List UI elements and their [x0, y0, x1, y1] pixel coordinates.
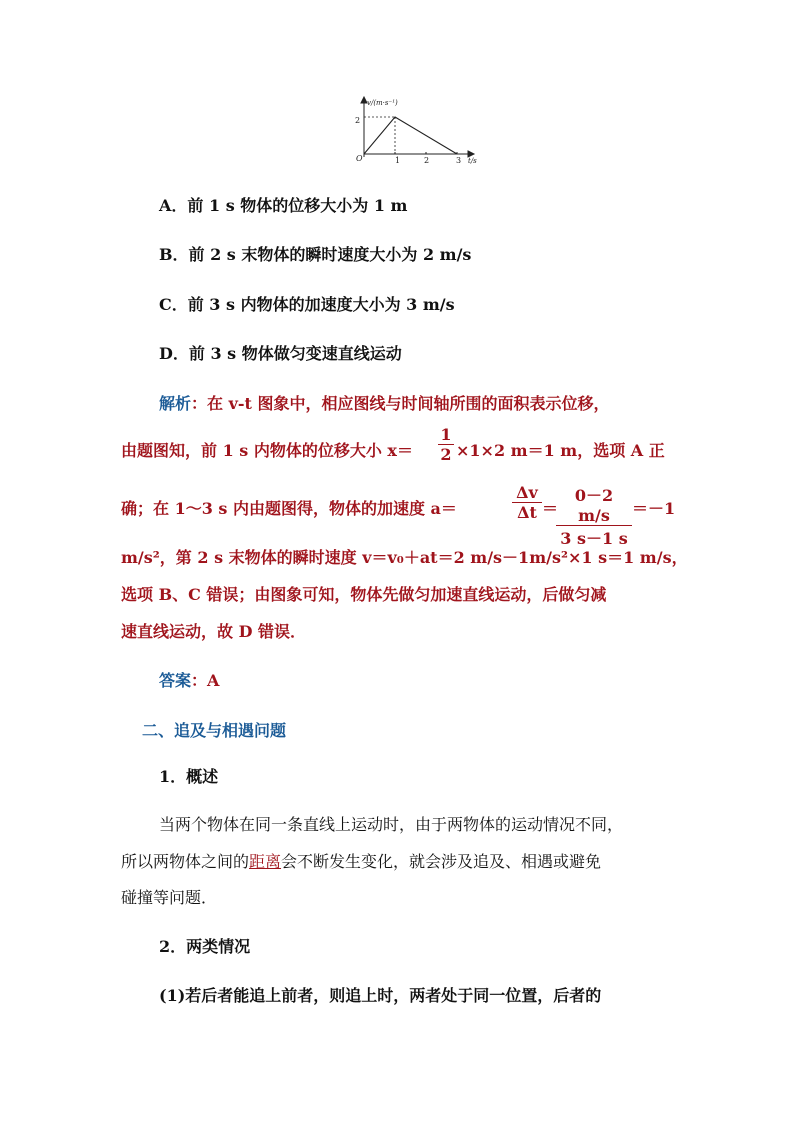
analysis-line-3-pre: 确；在 1～3 s 内由题图得，物体的加速度 a＝ [121, 499, 457, 518]
option-a: A．前 1 s 物体的位移大小为 1 m [159, 196, 408, 215]
analysis-line-1 [159, 391, 610, 414]
analysis-line-3-equals: ＝ [542, 499, 559, 518]
x-tick-label-3: 3 [456, 156, 462, 165]
subsection-1-heading: 1．概述 [159, 767, 219, 786]
answer-label: 答案 [159, 671, 192, 690]
x-tick-label-1: 1 [395, 156, 401, 165]
paragraph-1-line-2-pre: 所以两物体之间的 [121, 852, 250, 871]
fraction-half-denominator: 2 [440, 445, 452, 464]
fraction-delta-denominator: Δt [517, 503, 537, 522]
x-axis-label: t/s [468, 157, 477, 165]
y-tick-label: 2 [355, 116, 361, 125]
analysis-line-2-pre: 由题图知，前 1 s 内物体的位移大小 x＝ [121, 441, 413, 460]
keyword-distance: 距离 [249, 852, 282, 871]
option-c: C．前 3 s 内物体的加速度大小为 3 m/s [159, 295, 455, 314]
option-b: B．前 2 s 末物体的瞬时速度大小为 2 m/s [159, 245, 472, 264]
analysis-text-1: ：在 v-t 图象中，相应图线与时间轴所围的面积表示位移， [191, 394, 610, 413]
fraction-delta-numerator: Δv [512, 483, 542, 503]
analysis-line-2-post: ×1×2 m＝1 m，选项 A 正 [456, 441, 665, 460]
analysis-line-5: 选项 B、C 错误；由图象可知，物体先做匀加速直线运动，后做匀减 [121, 585, 607, 604]
paragraph-2-line-1: (1)若后者能追上前者，则追上时，两者处于同一位置，后者的 [159, 986, 602, 1005]
subsection-2-heading: 2．两类情况 [159, 937, 251, 956]
paragraph-1-line-2-post: 会不断发生变化，就会涉及追及、相遇或避免 [281, 852, 602, 871]
x-tick-label-2: 2 [424, 156, 430, 165]
paragraph-1-line-1: 当两个物体在同一条直线上运动时，由于两物体的运动情况不同， [159, 815, 624, 834]
answer-value: ：A [191, 671, 220, 690]
y-axis-label: v/(m·s⁻¹) [367, 99, 398, 107]
fraction-delta [512, 483, 542, 522]
origin-label: O [356, 154, 363, 163]
analysis-label: 解析 [159, 394, 192, 413]
fraction-accel-numerator: 0－2 m/s [556, 483, 632, 526]
option-d: D．前 3 s 物体做匀变速直线运动 [159, 344, 402, 363]
fraction-half-numerator: 1 [438, 425, 454, 445]
vt-graph [350, 95, 485, 167]
velocity-line [364, 117, 457, 154]
section-title: 二、追及与相遇问题 [142, 721, 287, 740]
analysis-line-3-post: ＝－1 [632, 499, 676, 518]
paragraph-1-line-3: 碰撞等问题． [121, 888, 218, 907]
fraction-accel [556, 483, 632, 549]
analysis-line-6: 速直线运动，故 D 错误． [121, 622, 307, 641]
fraction-half [438, 425, 454, 464]
fraction-accel-denominator: 3 s－1 s [560, 529, 628, 548]
answer-line [159, 668, 219, 691]
analysis-line-4: m/s²，第 2 s 末物体的瞬时速度 v＝v₀＋at＝2 m/s－1m/s²×1 s＝1 m/s， [121, 548, 688, 567]
paragraph-1-line-2 [121, 849, 601, 872]
